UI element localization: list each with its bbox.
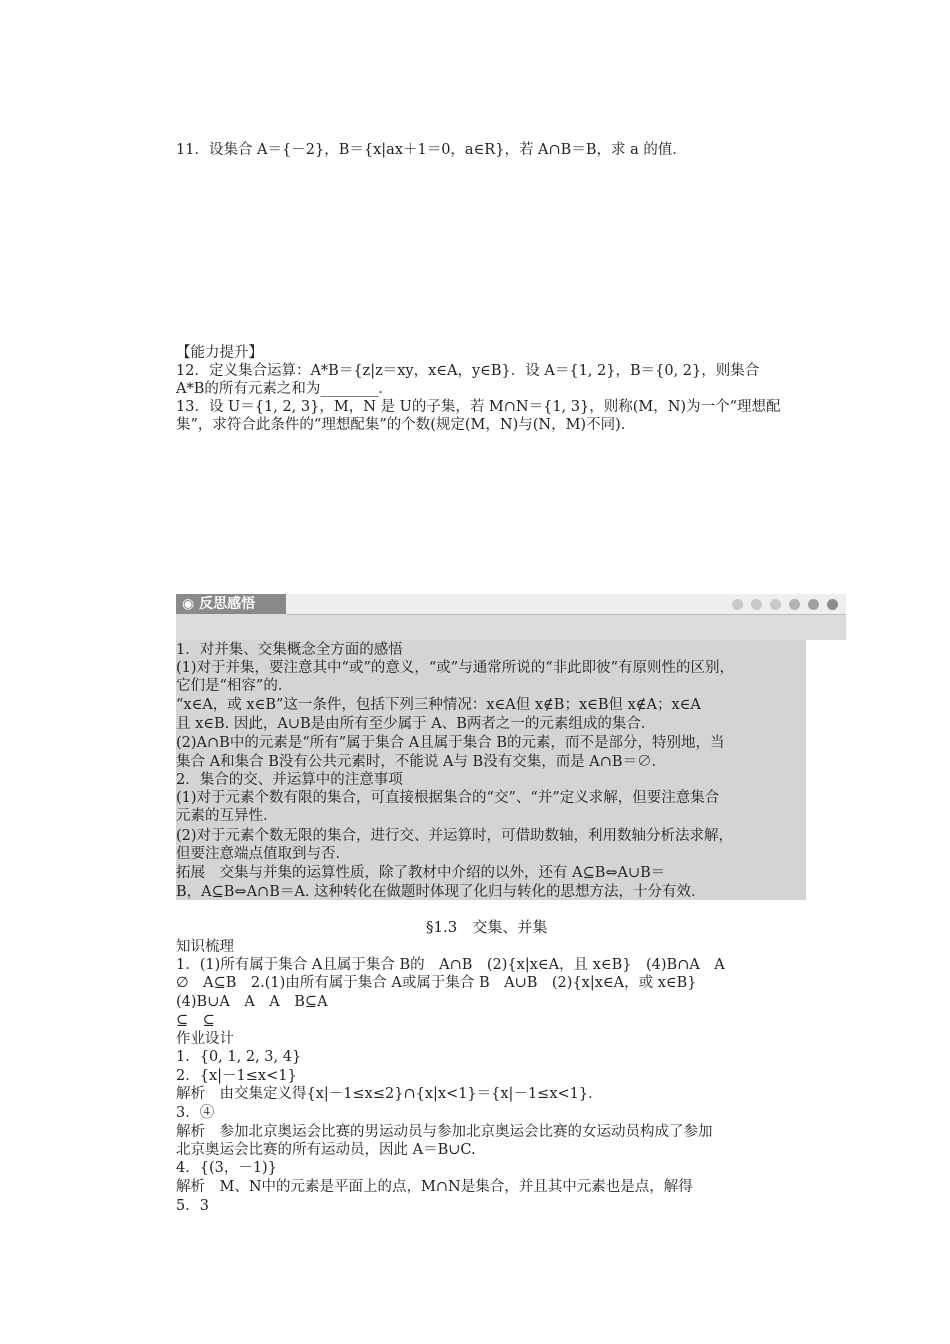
answer-line: ⊆ ⊆ <box>176 1013 215 1029</box>
answer-line: 知识梳理 <box>176 939 234 955</box>
answer-line: 3．④ <box>176 1105 215 1121</box>
dot-icon <box>751 599 762 610</box>
section-title: §1.3 交集、并集 <box>426 918 548 936</box>
reflection-line: (1)对于并集，要注意其中“或”的意义，“或”与通常所说的“非此即彼”有原则性的区别， <box>176 660 735 676</box>
dot-icon <box>789 599 800 610</box>
banner-bar <box>286 594 846 615</box>
reflection-content <box>176 640 806 900</box>
reflection-line: 集合 A和集合 B没有公共元素时，不能说 A与 B没有交集，而是 A∩B＝∅． <box>176 754 667 770</box>
answer-line: 北京奥运会比赛的所有运动员，因此 A＝B∪C. <box>176 1142 476 1158</box>
decorative-dots <box>724 598 838 610</box>
reflection-line: 1．对并集、交集概念全方面的感悟 <box>176 642 403 658</box>
dot-icon <box>808 599 819 610</box>
reflection-line: 且 x∈B. 因此，A∪B是由所有至少属于 A、B两者之一的元素组成的集合． <box>176 716 656 732</box>
dot-icon <box>770 599 781 610</box>
question-13-line-1: 13．设 U＝{1, 2, 3}，M，N 是 U的子集，若 M∩N＝{1, 3}，则称(M，N)为一个“理想配 <box>176 399 781 415</box>
answer-line: 1．{0, 1, 2, 3, 4} <box>176 1049 302 1065</box>
answer-line: 5．3 <box>176 1198 209 1214</box>
reflection-line: B，A⊆B⇔A∩B＝A. 这种转化在做题时体现了化归与转化的思想方法，十分有效． <box>176 884 706 900</box>
dot-icon <box>827 599 838 610</box>
answer-line: 解析 参加北京奥运会比赛的男运动员与参加北京奥运会比赛的女运动员构成了参加 <box>176 1124 713 1140</box>
question-12-line-1: 12．定义集合运算：A*B＝{z|z＝xy，x∈A，y∈B}．设 A＝{1, 2}，B＝{0, 2}，则集合 <box>176 363 760 379</box>
answer-line: 2．{x|－1≤x<1} <box>176 1068 297 1084</box>
reflection-line: 但要注意端点值取到与否． <box>176 846 350 862</box>
question-12-line-2: A*B的所有元素之和为________． <box>176 381 393 397</box>
answer-line: 解析 由交集定义得{x|－1≤x≤2}∩{x|x<1}＝{x|－1≤x<1}． <box>176 1086 603 1102</box>
answer-line: ∅ A⊆B 2.(1)由所有属于集合 A或属于集合 B A∪B (2){x|x∈A，或 x∈B} <box>176 975 697 991</box>
reflection-line: (2)A∩B中的元素是“所有”属于集合 A且属于集合 B的元素，而不是部分，特别地，当 <box>176 735 725 751</box>
ability-heading: 【能力提升】 <box>176 345 263 361</box>
question-13-line-2: 集”，求符合此条件的“理想配集”的个数(规定(M，N)与(N，M)不同)． <box>176 417 636 433</box>
reflection-line: 拓展 交集与并集的运算性质，除了教材中介绍的以外，还有 A⊆B⇔A∪B＝ <box>176 865 666 881</box>
question-11: 11．设集合 A＝{－2}，B＝{x|ax＋1＝0，a∈R}，若 A∩B＝B，求 a 的值． <box>176 142 687 158</box>
reflection-line: “x∈A，或 x∈B”这一条件，包括下列三种情况：x∈A但 x∉B；x∈B但 x∉A；x∈A <box>176 697 701 713</box>
answer-line: (4)B∪A A A B⊆A <box>176 994 328 1010</box>
reflection-banner-label: ◉ 反思感悟 <box>176 594 286 614</box>
reflection-line: 2．集合的交、并运算中的注意事项 <box>176 772 403 788</box>
dot-icon <box>732 599 743 610</box>
answer-line: 解析 M、N中的元素是平面上的点，M∩N是集合，并且其中元素也是点，解得 <box>176 1179 693 1195</box>
reflection-banner <box>176 594 846 640</box>
answer-line: 作业设计 <box>176 1031 234 1047</box>
answer-line: 1．(1)所有属于集合 A且属于集合 B的 A∩B (2){x|x∈A，且 x∈B} (4)B∩A A <box>176 957 725 973</box>
reflection-line: 元素的互异性． <box>176 808 278 824</box>
answer-line: 4．{(3，－1)} <box>176 1160 277 1176</box>
reflection-line: 它们是“相容”的． <box>176 678 293 694</box>
reflection-line: (2)对于元素个数无限的集合，进行交、并运算时，可借助数轴，利用数轴分析法求解， <box>176 828 734 844</box>
reflection-line: (1)对于元素个数有限的集合，可直接根据集合的“交”、“并”定义求解，但要注意集合 <box>176 790 720 806</box>
